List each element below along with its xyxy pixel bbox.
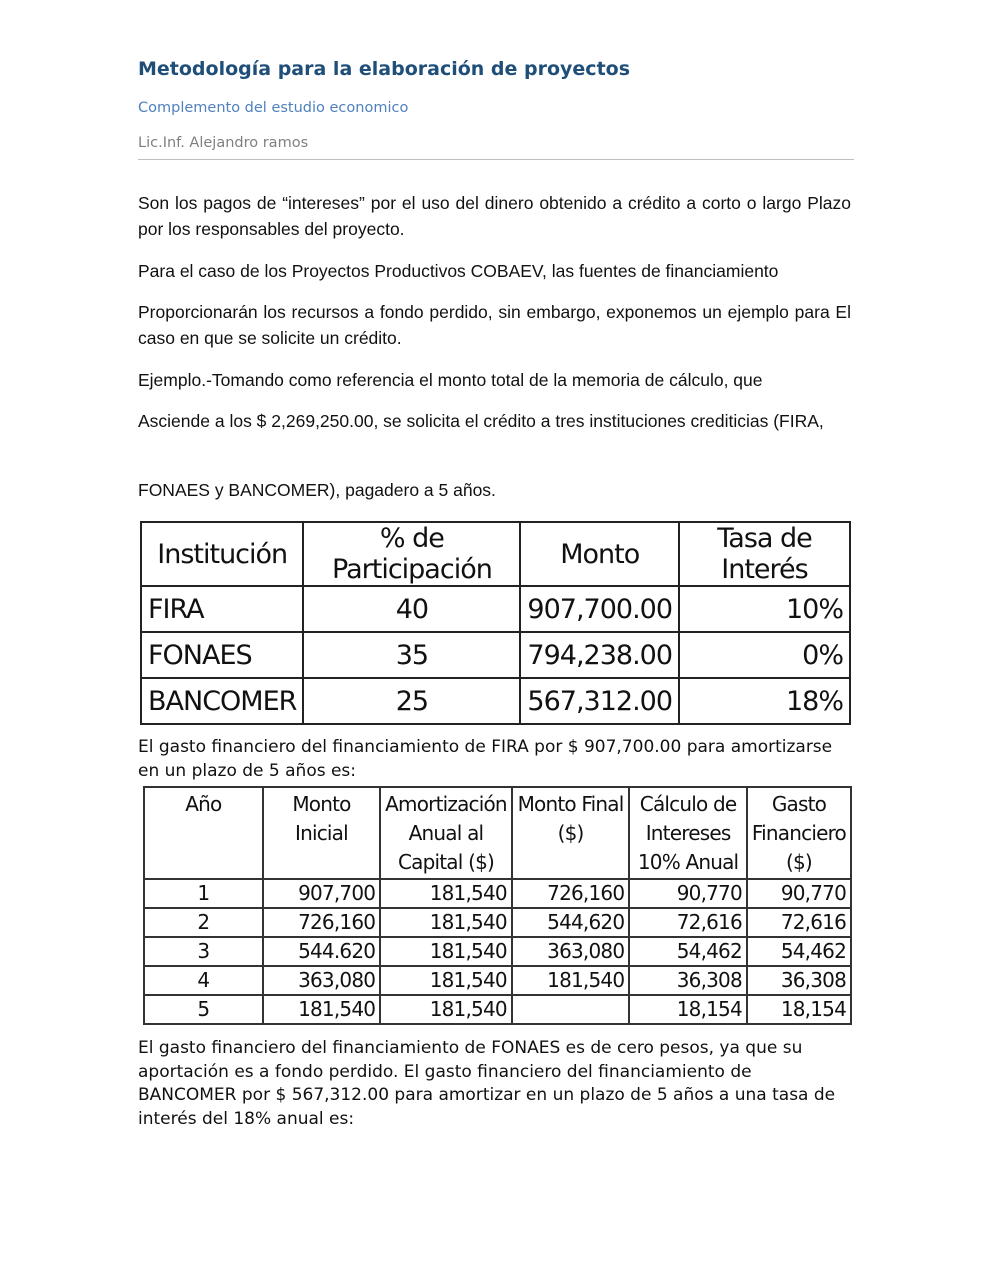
column-header: Año [144,787,263,879]
table-row [144,908,851,937]
paragraph: Ejemplo.-Tomando como referencia el monto total de la memoria de cálculo, que [138,370,763,390]
table-cell: 181,540 [380,908,512,937]
table-cell [512,995,629,1024]
column-header: Gasto Financiero ($) [747,787,851,879]
table-cell: 363,080 [263,966,380,995]
table-cell: 181,540 [512,966,629,995]
table-cell: FIRA [141,586,303,632]
table-cell: 363,080 [512,937,629,966]
document-subtitle: Complemento del estudio economico [138,100,409,116]
column-header: % de Participación [303,522,520,586]
table-header-row [144,787,851,879]
table-cell: 40 [303,586,520,632]
table-cell: 90,770 [629,879,747,908]
table-cell: 35 [303,632,520,678]
table-row [144,879,851,908]
fira-amortization-table [143,786,852,1025]
table-cell: 907,700.00 [520,586,679,632]
table-row [141,678,850,724]
table-header-row [141,522,850,586]
table-cell: BANCOMER [141,678,303,724]
table-cell: 18,154 [629,995,747,1024]
table-cell: 18% [679,678,850,724]
table-cell: 544.620 [263,937,380,966]
table-cell: 726,160 [263,908,380,937]
column-header: Institución [141,522,303,586]
fira-intro-paragraph: El gasto financiero del financiamiento de FIRA por $ 907,700.00 para amortizarse en un plazo de 5 años es: [138,737,833,781]
column-header: Monto [520,522,679,586]
table-cell: 36,308 [747,966,851,995]
table-cell: 0% [679,632,850,678]
table-cell: 54,462 [747,937,851,966]
table-cell: 25 [303,678,520,724]
paragraph: FONAES y BANCOMER), pagadero a 5 años. [138,480,496,500]
table-cell: 72,616 [629,908,747,937]
column-header: Monto Inicial [263,787,380,879]
document-title: Metodología para la elaboración de proyectos [138,58,631,80]
table-cell: 4 [144,966,263,995]
table-cell: 10% [679,586,850,632]
table-cell: 5 [144,995,263,1024]
paragraph: Proporcionarán los recursos a fondo perdido, sin embargo, exponemos un ejemplo para El caso en que se solicite un crédito. [138,302,851,348]
document-author: Lic.Inf. Alejandro ramos [138,135,309,151]
table-cell: FONAES [141,632,303,678]
table-row [144,966,851,995]
table-cell: 567,312.00 [520,678,679,724]
table-cell: 90,770 [747,879,851,908]
paragraph: Son los pagos de “intereses” por el uso del dinero obtenido a crédito a corto o largo Plazo por los responsables del proyecto. [138,193,851,239]
paragraph: Asciende a los $ 2,269,250.00, se solicita el crédito a tres instituciones crediticias (FIRA, [138,411,824,431]
table-cell: 181,540 [380,937,512,966]
table-row [144,937,851,966]
table-cell: 907,700 [263,879,380,908]
table-cell: 2 [144,908,263,937]
table-cell: 54,462 [629,937,747,966]
table-cell: 18,154 [747,995,851,1024]
table-cell: 181,540 [380,966,512,995]
table-cell: 36,308 [629,966,747,995]
column-header: Cálculo de Intereses 10% Anual [629,787,747,879]
table-cell: 794,238.00 [520,632,679,678]
table-row [141,632,850,678]
closing-paragraph: El gasto financiero del financiamiento de FONAES es de cero pesos, ya que su aportación es a fondo perdido. El gasto financiero del financiamiento de BANCOMER por $ 567,312.00 para amortizar en un plazo de 5 años a una tasa de interés del 18% anual es: [138,1038,836,1129]
table-cell: 181,540 [263,995,380,1024]
table-row [144,995,851,1024]
table-cell: 1 [144,879,263,908]
table-cell: 72,616 [747,908,851,937]
table-cell: 726,160 [512,879,629,908]
paragraph: Para el caso de los Proyectos Productivos COBAEV, las fuentes de financiamiento [138,261,779,281]
table-cell: 181,540 [380,879,512,908]
column-header: Monto Final ($) [512,787,629,879]
table-cell: 544,620 [512,908,629,937]
credit-institutions-table [140,521,851,725]
column-header: Amortización Anual al Capital ($) [380,787,512,879]
table-cell: 181,540 [380,995,512,1024]
header-divider [138,159,854,160]
table-cell: 3 [144,937,263,966]
column-header: Tasa de Interés [679,522,850,586]
table-row [141,586,850,632]
